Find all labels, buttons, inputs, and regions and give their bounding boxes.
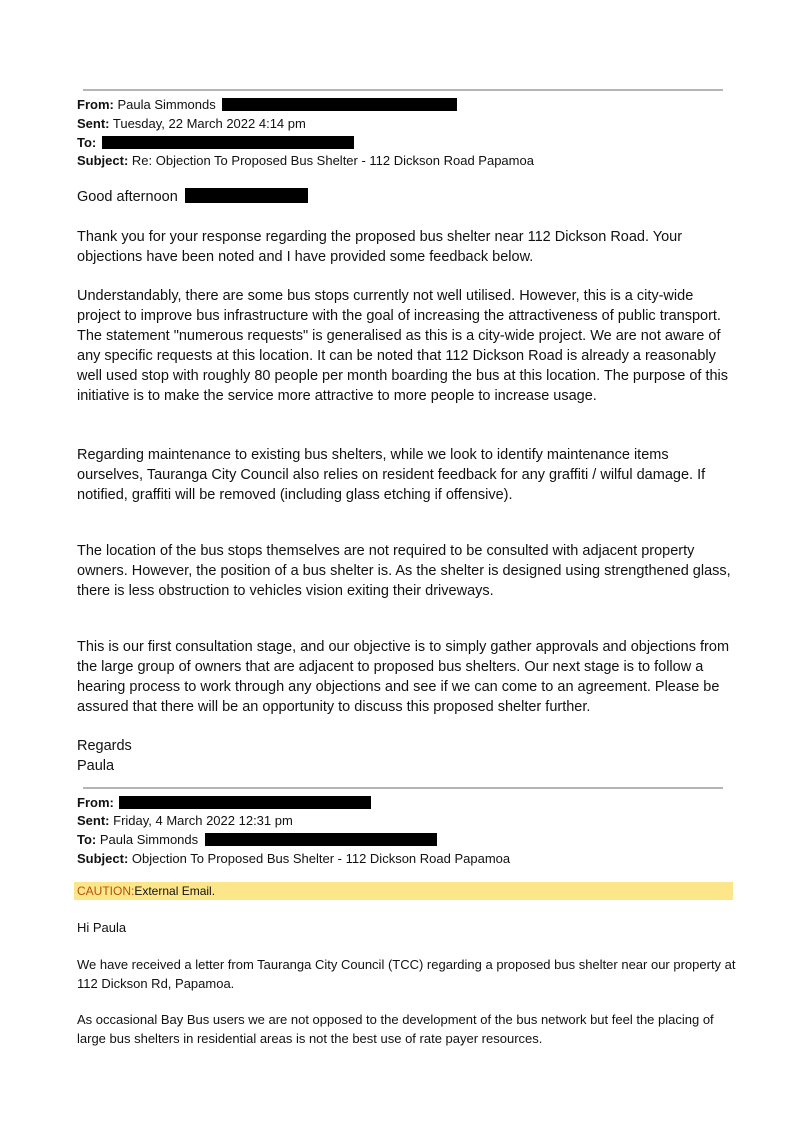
subject-value: Re: Objection To Proposed Bus Shelter - 112 Dickson Road Papamoa bbox=[131, 153, 534, 168]
sent-label: Sent: bbox=[77, 116, 110, 131]
to-label: To: bbox=[77, 135, 97, 150]
to-line bbox=[77, 830, 437, 849]
body-paragraph: Regarding maintenance to existing bus shelters, while we look to identify maintenance items ourselves, Tauranga City Council also relies on resident feedback for any graffiti / wilful damage. If notified, graffiti will be removed (including glass etching if offensive). bbox=[77, 447, 706, 503]
body-paragraph: Thank you for your response regarding the proposed bus shelter near 112 Dickson Road. Your objections have been noted and I have provided some feedback below. bbox=[77, 229, 683, 265]
subject-line bbox=[77, 151, 534, 170]
subject-value: Objection To Proposed Bus Shelter - 112 Dickson Road Papamoa bbox=[131, 851, 511, 866]
from-label: From: bbox=[77, 97, 114, 112]
from-label: From: bbox=[77, 795, 114, 810]
sent-line bbox=[77, 114, 306, 133]
to-name: Paula Simmonds bbox=[99, 832, 199, 847]
body-paragraph: As occasional Bay Bus users we are not opposed to the development of the bus network but feel the placing of large bus shelters in residential areas is not the best use of rate payer resources. bbox=[77, 1012, 714, 1046]
redaction-block bbox=[185, 188, 308, 203]
redaction-block bbox=[222, 98, 457, 111]
from-line bbox=[77, 793, 371, 812]
subject-label: Subject: bbox=[77, 851, 129, 866]
to-label: To: bbox=[77, 832, 97, 847]
sent-line bbox=[77, 811, 293, 830]
header-divider bbox=[83, 787, 723, 789]
external-email-caution-banner bbox=[74, 882, 733, 900]
redaction-block bbox=[102, 136, 354, 149]
caution-label: CAUTION: bbox=[77, 884, 135, 898]
body-paragraph: We have received a letter from Tauranga City Council (TCC) regarding a proposed bus shelter near our property at 112 Dickson Rd, Papamoa. bbox=[77, 957, 736, 991]
body-paragraph: The location of the bus stops themselves are not required to be consulted with adjacent property owners. However, the position of a bus shelter is. As the shelter is designed using strengthened glass, there is less obstruction to vehicles vision exiting their driveways. bbox=[77, 543, 731, 599]
greeting: Hi Paula bbox=[77, 920, 127, 935]
subject-line bbox=[77, 849, 510, 868]
greeting-text: Good afternoon bbox=[77, 189, 178, 205]
subject-label: Subject: bbox=[77, 153, 129, 168]
signoff: Regards bbox=[77, 738, 132, 754]
greeting bbox=[77, 187, 737, 207]
from-line bbox=[77, 95, 457, 114]
header-divider bbox=[83, 89, 723, 91]
sent-label: Sent: bbox=[77, 813, 110, 828]
redaction-block bbox=[119, 796, 371, 809]
body-paragraph: Understandably, there are some bus stops currently not well utilised. However, this is a city-wide project to improve bus infrastructure with the goal of increasing the attractiveness of public transport. The statement "numerous requests" is generalised as this is a city-wide project. We are not aware of any specific requests at this location. It can be noted that 112 Dickson Road is already a reasonably well used stop with roughly 80 people per month boarding the bus at this location. The purpose of this initiative is to make the service more attractive to more people to increase usage. bbox=[77, 288, 729, 404]
from-name: Paula Simmonds bbox=[117, 97, 216, 112]
redaction-block bbox=[205, 833, 437, 846]
body-paragraph: This is our first consultation stage, and our objective is to simply gather approvals and objections from the large group of owners that are adjacent to proposed bus shelters. Our next stage is to follow a hearing process to work through any objections and see if we can come to an agreement. Please be assured that there will be an opportunity to discuss this proposed shelter further. bbox=[77, 639, 730, 715]
sent-value: Friday, 4 March 2022 12:31 pm bbox=[113, 813, 293, 828]
signature: Paula bbox=[77, 758, 115, 774]
caution-text: External Email. bbox=[134, 884, 216, 898]
to-line bbox=[77, 133, 354, 152]
sent-value: Tuesday, 22 March 2022 4:14 pm bbox=[112, 116, 306, 131]
